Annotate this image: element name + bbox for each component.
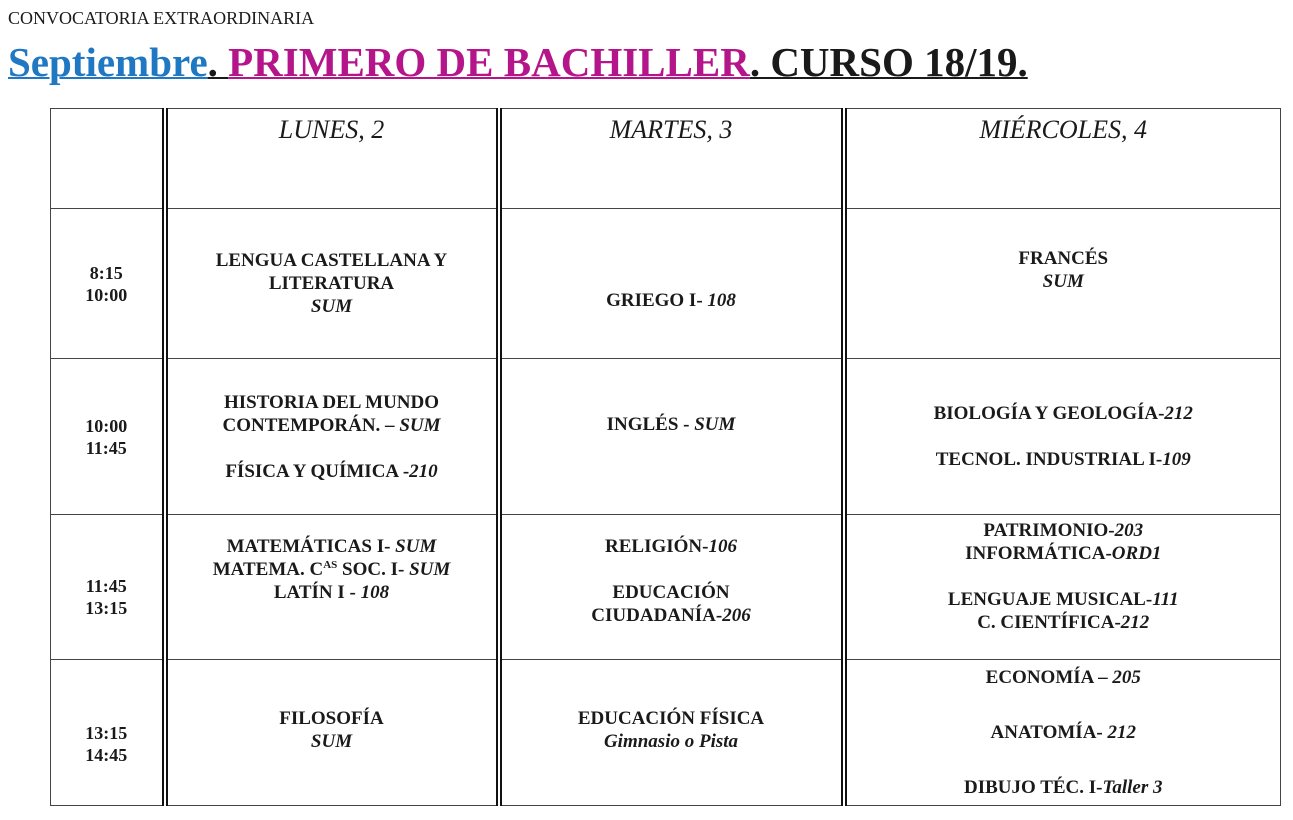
subject-line: GRIEGO I- 108	[606, 290, 736, 311]
subject-line: LENGUAJE MUSICAL-111	[947, 589, 1179, 610]
slot-end: 10:00	[85, 284, 128, 305]
table-row	[51, 209, 1281, 359]
subject-line: ECONOMÍA – 205	[985, 667, 1141, 688]
room-label: SUM	[1042, 271, 1084, 292]
table-row	[51, 515, 1281, 660]
time-slot	[51, 209, 165, 359]
subject-line: C. CIENTÍFICA-212	[977, 612, 1150, 633]
subject-line: HISTORIA DEL MUNDO	[223, 391, 440, 413]
subject-line: MATEMA. $C^{AS}$ SOC. I- SUM	[212, 559, 451, 580]
subject-line: DIBUJO TÉC. I-Taller 3	[964, 777, 1163, 798]
room-label: SUM	[310, 296, 353, 317]
subject-line: FILOSOFÍA	[279, 707, 384, 729]
subject-line: INFORMÁTICA-ORD1	[965, 543, 1162, 564]
exam-schedule-table	[50, 108, 1281, 806]
exam-cell	[499, 359, 844, 515]
subject-line: LITERATURA	[268, 273, 395, 294]
room-label: SUM	[310, 730, 353, 752]
exam-cell	[165, 359, 499, 515]
title-level: PRIMERO DE BACHILLER	[228, 39, 750, 85]
title-course: . CURSO 18/19.	[749, 39, 1028, 85]
subject-line: CIUDADANÍA-206	[591, 605, 751, 626]
slot-start: 8:15	[89, 262, 123, 283]
slot-end: 14:45	[85, 744, 128, 765]
exam-cell	[499, 209, 844, 359]
exam-cell	[844, 660, 1281, 806]
title-month: Septiembre	[8, 39, 208, 85]
subject-line: EDUCACIÓN	[612, 582, 730, 603]
page-title	[8, 36, 1028, 88]
subject-line: LATÍN I - 108	[273, 582, 390, 603]
slot-end: 11:45	[85, 437, 127, 458]
table-row	[51, 660, 1281, 806]
corner-cell	[51, 109, 165, 209]
subject-line: LENGUA CASTELLANA Y	[215, 250, 448, 271]
subject-line: PATRIMONIO-203	[983, 520, 1144, 541]
subject-line: CONTEMPORÁN. – SUM	[222, 414, 441, 436]
slot-start: 10:00	[85, 415, 128, 436]
subject-line: ANATOMÍA- 212	[990, 722, 1136, 743]
subject-line: EDUCACIÓN FÍSICA	[577, 707, 765, 729]
table-header-row	[51, 109, 1281, 209]
subject-line: FÍSICA Y QUÍMICA -210	[225, 460, 438, 482]
exam-cell	[165, 515, 499, 660]
table-row	[51, 359, 1281, 515]
subject-line: INGLÉS - SUM	[606, 414, 736, 435]
exam-cell	[844, 359, 1281, 515]
subject-line: FRANCÉS	[1018, 248, 1109, 269]
subject-line: RELIGIÓN-106	[605, 536, 737, 557]
day-header-monday: LUNES, 2	[165, 109, 499, 209]
slot-start: 13:15	[85, 722, 128, 743]
room-label: Gimnasio o Pista	[603, 730, 739, 752]
time-slot	[51, 359, 165, 515]
exam-cell	[844, 209, 1281, 359]
exam-cell	[499, 515, 844, 660]
slot-end: 13:15	[85, 598, 128, 618]
day-header-wednesday: MIÉRCOLES, 4	[844, 109, 1281, 209]
exam-cell	[844, 515, 1281, 660]
time-slot	[51, 515, 165, 660]
subject-line: TECNOL. INDUSTRIAL I-109	[935, 449, 1191, 470]
convocatoria-label: CONVOCATORIA EXTRAORDINARIA	[8, 8, 315, 28]
exam-cell	[165, 209, 499, 359]
time-slot	[51, 660, 165, 806]
subject-line: BIOLOGÍA Y GEOLOGÍA-212	[933, 403, 1193, 424]
exam-cell	[165, 660, 499, 806]
subject-line: MATEMÁTICAS I- SUM	[226, 536, 437, 557]
exam-cell	[499, 660, 844, 806]
day-header-tuesday: MARTES, 3	[499, 109, 844, 209]
slot-start: 11:45	[85, 576, 127, 596]
title-separator: .	[207, 39, 229, 85]
